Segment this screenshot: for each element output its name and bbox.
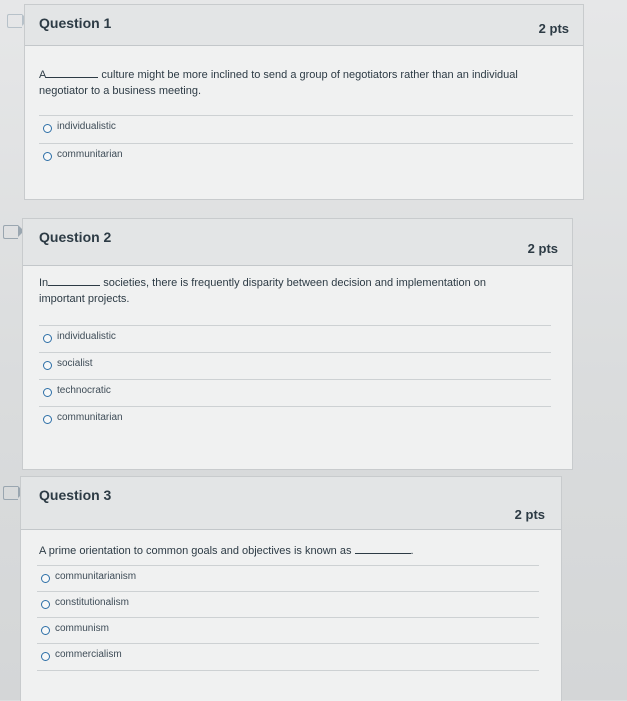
radio-button[interactable] xyxy=(43,152,52,161)
question-1-text-line2: negotiator to a business meeting. xyxy=(39,85,202,97)
answer-label: socialist xyxy=(57,358,93,369)
radio-button[interactable] xyxy=(43,415,52,424)
flag-question-3-icon[interactable] xyxy=(3,486,18,500)
answer-label: individualistic xyxy=(57,121,116,132)
question-2-points: 2 pts xyxy=(527,241,558,256)
question-2-blank xyxy=(48,276,100,286)
answer-option[interactable] xyxy=(39,115,573,142)
question-2-text-start: In xyxy=(39,277,49,289)
radio-button[interactable] xyxy=(41,652,50,661)
question-3-title: Question 3 xyxy=(39,487,112,503)
answer-label: constitutionalism xyxy=(55,597,129,608)
question-3-text-end: . xyxy=(410,545,414,557)
question-3-text xyxy=(39,543,539,559)
answer-option[interactable] xyxy=(39,352,551,379)
answer-label: communitarian xyxy=(57,149,123,160)
answer-option[interactable] xyxy=(37,565,539,592)
answer-option[interactable] xyxy=(37,643,539,671)
answer-option[interactable] xyxy=(39,406,551,433)
radio-button[interactable] xyxy=(41,626,50,635)
answer-label: individualistic xyxy=(57,331,116,342)
question-2-text-line2: important projects. xyxy=(39,293,130,305)
question-2-text-end: societies, there is frequently disparity between decision and implementation on xyxy=(103,277,487,289)
radio-button[interactable] xyxy=(43,124,52,133)
answer-option[interactable] xyxy=(39,379,551,406)
flag-question-2-icon[interactable] xyxy=(3,225,18,239)
radio-button[interactable] xyxy=(43,361,52,370)
flag-question-1-icon[interactable] xyxy=(7,14,22,28)
question-3 xyxy=(20,476,562,701)
question-2-text xyxy=(39,275,559,307)
answer-option[interactable] xyxy=(39,325,551,352)
question-1-text-start: A xyxy=(39,69,47,81)
radio-button[interactable] xyxy=(43,334,52,343)
answer-option[interactable] xyxy=(39,143,573,170)
question-2-header xyxy=(23,219,572,266)
answer-option[interactable] xyxy=(37,617,539,644)
answer-label: communitarian xyxy=(57,412,123,423)
answer-label: technocratic xyxy=(57,385,111,396)
question-1-title: Question 1 xyxy=(39,15,112,31)
answer-label: communitarianism xyxy=(55,571,137,582)
question-1-header xyxy=(25,5,583,46)
question-1-text-end: culture might be more inclined to send a group of negotiators rather than an individual xyxy=(101,69,518,81)
question-3-points: 2 pts xyxy=(514,507,545,522)
answer-label: commercialism xyxy=(55,649,122,660)
question-1 xyxy=(24,4,584,200)
radio-button[interactable] xyxy=(41,600,50,609)
question-1-blank xyxy=(46,68,98,78)
answer-option[interactable] xyxy=(37,591,539,618)
question-3-header xyxy=(21,477,561,530)
question-3-blank xyxy=(355,544,411,554)
question-2 xyxy=(22,218,573,470)
question-1-text xyxy=(39,67,569,99)
radio-button[interactable] xyxy=(41,574,50,583)
question-2-title: Question 2 xyxy=(39,229,112,245)
radio-button[interactable] xyxy=(43,388,52,397)
answer-label: communism xyxy=(55,623,109,634)
question-1-points: 2 pts xyxy=(538,21,569,36)
question-3-text-start: A prime orientation to common goals and objectives is known as xyxy=(39,545,352,557)
